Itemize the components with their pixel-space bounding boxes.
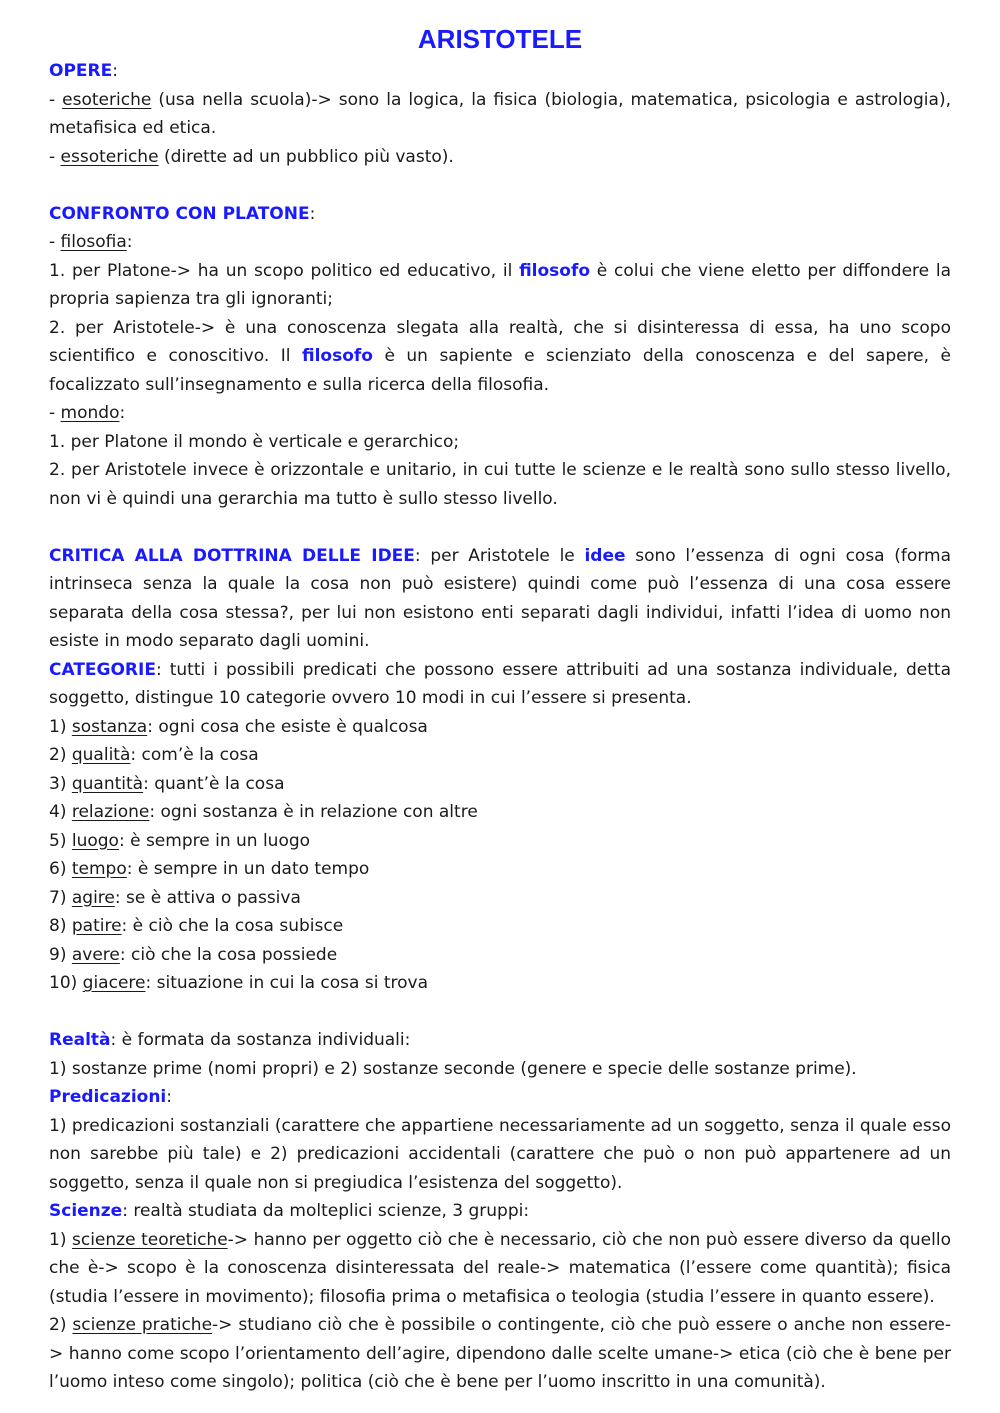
- scienze-heading: Scienze: [49, 1201, 123, 1221]
- term-filosofia: filosofia: [60, 232, 127, 252]
- keyword-filosofo: filosofo: [301, 346, 373, 366]
- mondo-aristotele: 2. per Aristotele invece è orizzontale e unitario, in cui tutte le scienze e le realtà sono sullo stesso livello, non vi è quindi una gerarchia ma tutto è sullo stesso livello.: [49, 460, 951, 509]
- list-item: 5) luogo: è sempre in un luogo: [49, 830, 311, 851]
- spacer: [49, 998, 951, 1027]
- opere-heading: OPERE: [49, 61, 113, 81]
- term-luogo: luogo: [71, 830, 119, 851]
- mondo-platone: 1. per Platone il mondo è verticale e gerarchico;: [49, 431, 460, 452]
- realta-heading-line: Realtà: è formata da sostanza individuali:: [49, 1030, 411, 1050]
- list-item: 8) patire: è ciò che la cosa subisce: [49, 916, 344, 936]
- term-sostanza: sostanza: [71, 716, 148, 737]
- predicazioni-heading-line: Predicazioni:: [49, 1087, 172, 1107]
- term-patire: patire: [71, 916, 122, 936]
- list-item: 4) relazione: ogni sostanza è in relazione con altre: [49, 802, 478, 822]
- term-qualita: qualità: [71, 745, 131, 765]
- term-essoteriche: essoteriche: [60, 146, 159, 167]
- filosofia-subheading: - filosofia:: [49, 232, 133, 252]
- list-item: 10) giacere: situazione in cui la cosa si trova: [49, 973, 429, 993]
- realta-sostanze: 1) sostanze prime (nomi propri) e 2) sostanze seconde (genere e specie delle sostanze prime).: [49, 1058, 857, 1079]
- term-scienze-teoretiche: scienze teoretiche: [72, 1229, 228, 1250]
- mondo-subheading: - mondo:: [49, 403, 126, 423]
- term-avere: avere: [71, 944, 120, 965]
- list-item: 9) avere: ciò che la cosa possiede: [49, 944, 338, 965]
- opere-heading-line: OPERE:: [49, 61, 118, 81]
- opere-item-esoteriche: - esoteriche (usa nella scuola)-> sono la logica, la fisica (biologia, matematica, psicologia e astrologia), metafisica ed etica.: [49, 89, 951, 138]
- term-relazione: relazione: [71, 802, 150, 822]
- scienze-teoretiche-paragraph: 1) scienze teoretiche-> hanno per oggetto ciò che è necessario, ciò che non può essere diverso da quello che è-> scopo è la conoscenza disinteressata del reale-> matematica (l’essere come quantità); fisica (studia l’essere in movimento); filosofia prima o metafisica o teologia (studia l’essere in quanto essere).: [49, 1229, 951, 1307]
- keyword-filosofo: filosofo: [519, 260, 591, 281]
- predicazioni-heading: Predicazioni: [49, 1087, 167, 1107]
- term-agire: agire: [71, 887, 115, 908]
- categorie-paragraph: CATEGORIE: tutti i possibili predicati che possono essere attribuiti ad una sostanza individuale, detta soggetto, distingue 10 categorie ovvero 10 modi in cui l’essere si presenta.: [49, 659, 951, 708]
- list-item: 2) qualità: com’è la cosa: [49, 745, 259, 765]
- predicazioni-paragraph: 1) predicazioni sostanziali (carattere che appartiene necessariamente ad un soggetto, senza il quale esso non sarebbe più tale) e 2) predicazioni accidentali (carattere che può o non può appartenere ad un soggetto, senza il quale non si pregiudica l’esistenza del soggetto).: [49, 1115, 951, 1193]
- list-item: 6) tempo: è sempre in un dato tempo: [49, 859, 370, 879]
- term-tempo: tempo: [71, 859, 127, 879]
- filosofia-aristotele: 2. per Aristotele-> è una conoscenza slegata alla realtà, che si disinteressa di essa, ha uno scopo scientifico e conoscitivo. Il filosofo è un sapiente e scienziato della conoscenza e del sapere, è focalizzato sull’insegnamento e sulla ricerca della filosofia.: [49, 317, 951, 395]
- opere-item-essoteriche: - essoteriche (dirette ad un pubblico più vasto).: [49, 146, 454, 167]
- term-mondo: mondo: [60, 403, 120, 423]
- scienze-heading-line: Scienze: realtà studiata da molteplici scienze, 3 gruppi:: [49, 1201, 530, 1221]
- page-title: ARISTOTELE: [417, 24, 583, 54]
- list-item: 7) agire: se è attiva o passiva: [49, 887, 301, 908]
- confronto-heading-line: CONFRONTO CON PLATONE:: [49, 203, 316, 224]
- list-item: 3) quantità: quant’è la cosa: [49, 773, 285, 794]
- term-quantita: quantità: [71, 773, 144, 794]
- scienze-pratiche-paragraph: 2) scienze pratiche-> studiano ciò che è possibile o contingente, ciò che può essere o anche non essere-> hanno come scopo l’orientamento dell’agire, dipendono dalle scelte umane-> etica (ciò che è bene per l’uomo inteso come singolo); politica (ciò che è bene per l’uomo inscritto in una comunità).: [49, 1315, 952, 1392]
- list-item: 1) sostanza: ogni cosa che esiste è qualcosa: [49, 716, 428, 737]
- spacer: [49, 513, 951, 542]
- filosofia-platone: 1. per Platone-> ha un scopo politico ed educativo, il filosofo è colui che viene eletto per diffondere la propria sapienza tra gli ignoranti;: [49, 260, 951, 309]
- spacer: [49, 171, 951, 200]
- term-scienze-pratiche: scienze pratiche: [72, 1315, 213, 1335]
- critica-paragraph: CRITICA ALLA DOTTRINA DELLE IDEE: per Aristotele le idee sono l’essenza di ogni cosa (forma intrinseca senza la quale la cosa non può esistere) quindi come può l’essenza di una cosa essere separata della cosa stessa?, per lui non esistono enti separati dagli individui, infatti l’idea di uomo non esiste in modo separato dagli uomini.: [49, 545, 951, 651]
- realta-heading: Realtà: [49, 1030, 111, 1050]
- categorie-list: [49, 713, 951, 998]
- term-esoteriche: esoteriche: [62, 89, 152, 110]
- confronto-heading: CONFRONTO CON PLATONE: [49, 203, 310, 224]
- critica-heading: CRITICA ALLA DOTTRINA DELLE IDEE: [49, 545, 415, 566]
- keyword-idee: idee: [584, 545, 626, 566]
- categorie-heading: CATEGORIE: [49, 659, 156, 680]
- term-giacere: giacere: [82, 973, 146, 993]
